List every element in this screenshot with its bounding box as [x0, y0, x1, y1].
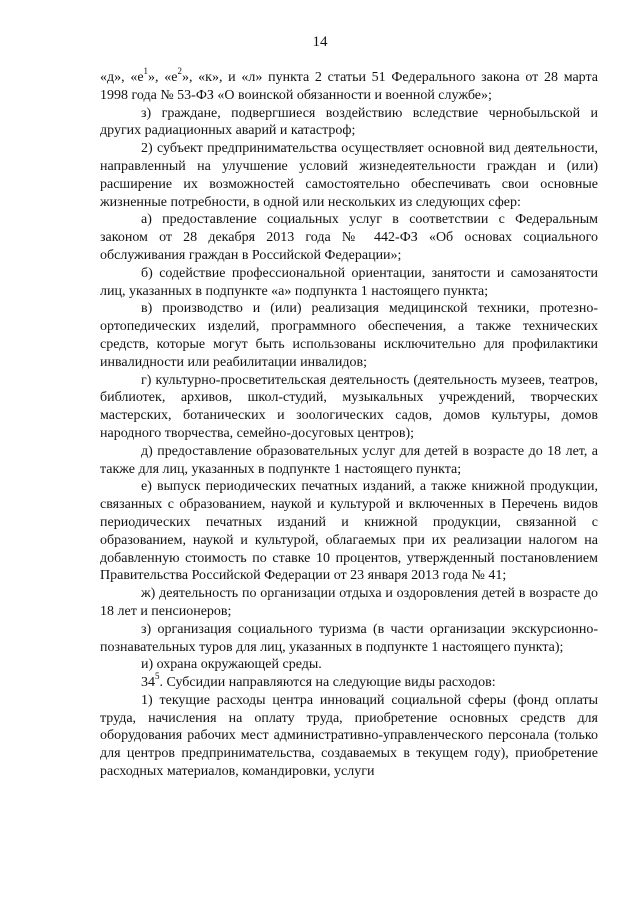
- paragraph: ж) деятельность по организации отдыха и оздоровления детей в возрасте до 18 лет и пенсионеров;: [100, 586, 598, 619]
- paragraph: в) производство и (или) реализация медицинской техники, протезно-ортопедических изделий, программного обеспечения, а также технических средств, которые могут быть использованы исключительно для профилактики инвалидности или реабилитации инвалидов;: [100, 301, 598, 370]
- paragraph: з) граждане, подвергшиеся воздействию вследствие чернобыльской и других радиационных аварий и катастроф;: [100, 105, 598, 139]
- text-segment: », «к», и «л» пункта 2 статьи 51 Федерального закона от 28 марта 1998 года № 53-ФЗ «О воинской обязанности и военной службе»;: [100, 70, 598, 103]
- paragraph-section-34-5: [100, 671, 598, 692]
- text-segment: », «е: [148, 70, 178, 85]
- text-segment: «д», «е: [100, 70, 144, 85]
- paragraph-continuation: [100, 66, 598, 105]
- paragraph: и) охрана окружающей среды.: [141, 657, 322, 673]
- superscript: 1: [143, 66, 149, 77]
- paragraph: 1) текущие расходы центра инноваций социальной сферы (фонд оплаты труда, начисления на оплату труда, приобретение основных средств для оборудования рабочих мест административно-управленческого персонала (только для центров предпринимательства, создаваемых в текущем году), приобретение расходных материалов, командировки, услуги: [100, 692, 598, 780]
- paragraph: а) предоставление социальных услуг в соответствии с Федеральным законом от 28 декабря 2013 года № 442-ФЗ «Об основах социального обслуживания граждан в Российской Федерации»;: [100, 212, 598, 263]
- paragraph: з) организация социального туризма (в части организации экскурсионно-познавательных туров для лиц, указанных в подпункте 1 настоящего пункта);: [100, 621, 598, 655]
- paragraph: г) культурно-просветительская деятельность (деятельность музеев, театров, библиотек, архивов, школ-студий, музыкальных учреждений, творческих мастерских, ботанических и зоологических садов, домов культуры, домов народного творчества, семейно-досуговых центров);: [100, 372, 598, 441]
- page-number: 14: [312, 34, 328, 50]
- superscript: 5: [155, 671, 160, 682]
- paragraph: е) выпуск периодических печатных изданий, а также книжной продукции, связанных с образованием, наукой и культурой и включенных в Перечень видов периодических печатных изданий и книжной продукции, связанной с образованием, наукой и культурой, облагаемых при их реализации налогом на добавленную стоимость по ставке 10 процентов, утвержденный постановлением Правительства Российской Федерации от 23 января 2013 года № 41;: [100, 479, 598, 584]
- paragraph: д) предоставление образовательных услуг для детей в возрасте до 18 лет, а также для лиц, указанных в подпункте 1 настоящего пункта;: [100, 443, 598, 477]
- document-body: [100, 66, 598, 781]
- paragraph: 2) субъект предпринимательства осуществляет основной вид деятельности, направленный на улучшение условий жизнедеятельности граждан и (или) расширение их возможностей самостоятельно обеспечивать свои основные жизненные потребности, в одной или нескольких из следующих сфер:: [100, 141, 598, 210]
- text-segment: 34: [141, 675, 155, 691]
- paragraph: б) содействие профессиональной ориентации, занятости и самозанятости лиц, указанных в подпункте «а» подпункта 1 настоящего пункта;: [100, 265, 598, 299]
- superscript: 2: [177, 66, 182, 77]
- text-segment: . Субсидии направляются на следующие виды расходов:: [159, 675, 496, 691]
